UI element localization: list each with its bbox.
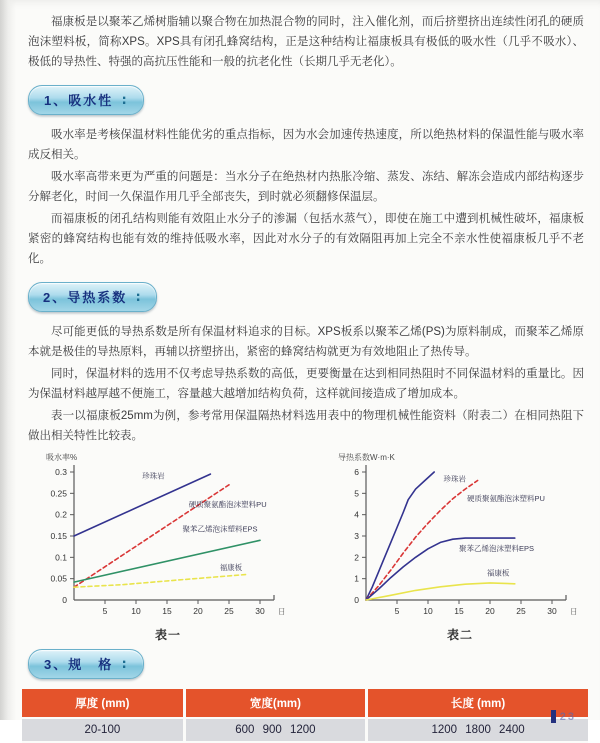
svg-text:硬质聚氨酯泡沫塑料PU: 硬质聚氨酯泡沫塑料PU <box>467 493 545 503</box>
svg-text:0.25: 0.25 <box>50 488 67 499</box>
chart-caption-1: 表一 <box>154 628 181 642</box>
charts-row <box>30 450 584 643</box>
colon-decor-icon: ∶ <box>122 93 129 108</box>
svg-text:5: 5 <box>354 488 359 499</box>
spec-table-body <box>22 718 588 742</box>
paragraph: 同时，保温材料的选用不仅考虑导热系数的高低，更要衡量在达到相同热阻时不同保温材料的重量比。因为保温材料越厚越不便施工，容量越大越增加结构负荷，这样就间接造成了增加成本。 <box>28 368 584 400</box>
paragraph: 吸水率高带来更为严重的问题是：当水分子在绝热材内热胀冷缩、蒸发、冻结、解冻会造成内部结构逐步分解老化，时间一久保温作用几乎全部丧失，到时就必须翻修保温层。 <box>28 171 584 203</box>
spec-table <box>22 689 588 743</box>
colon-decor-icon: ∶ <box>122 657 129 672</box>
colon-decor-icon: ∶ <box>136 290 143 305</box>
svg-text:聚苯乙烯泡沫塑料EPS: 聚苯乙烯泡沫塑料EPS <box>459 543 535 553</box>
svg-text:30: 30 <box>255 606 265 616</box>
table-row <box>22 718 588 742</box>
spec-length-value: 1200 1800 2400 <box>367 718 588 742</box>
section-2-header-pill <box>28 282 157 312</box>
thermal-conductivity-chart <box>322 450 598 643</box>
svg-text:日: 日 <box>570 607 578 616</box>
spec-header-row <box>22 689 588 718</box>
svg-text:0.2: 0.2 <box>55 509 67 520</box>
svg-text:20: 20 <box>193 606 203 616</box>
spec-col-length: 长度 (mm) <box>367 689 588 718</box>
svg-text:20: 20 <box>485 606 495 616</box>
svg-text:6: 6 <box>354 467 359 477</box>
paragraph: 尽可能更低的导热系数是所有保温材料追求的目标。XPS板系以聚苯乙烯(PS)为原料制成，而聚苯乙烯原本就是极佳的导热原料，再辅以挤塑挤出，紧密的蜂窝结构就更为有效地阻止了热传导。 <box>28 326 584 358</box>
svg-text:10: 10 <box>131 606 141 616</box>
svg-text:珍珠岩: 珍珠岩 <box>142 471 165 481</box>
svg-text:吸水率%: 吸水率% <box>46 453 78 462</box>
thermal-conductivity-plot <box>322 450 598 626</box>
svg-text:30: 30 <box>547 606 557 616</box>
svg-text:3: 3 <box>354 531 359 541</box>
svg-text:0.15: 0.15 <box>50 531 67 541</box>
svg-text:10: 10 <box>423 606 433 616</box>
section-3-title: 3、规 格 <box>43 657 114 672</box>
water-absorption-plot <box>30 450 306 626</box>
intro-paragraph: 福康板是以聚苯乙烯树脂辅以聚合物在加热混合物的同时，注入催化剂，而后挤塑挤出连续性闭孔的硬质泡沫塑料板，简称XPS。XPS具有闭孔蜂窝结构，正是这种结构让福康板具有极低的吸水性（几乎不吸水）、极低的导热性、特强的高抗压性能和一般的抗老化性（长期几乎无老化）。 <box>28 16 584 68</box>
svg-text:4: 4 <box>354 509 359 520</box>
chart-caption-2: 表二 <box>446 628 473 642</box>
section-3-header-pill <box>28 649 144 679</box>
section-3-header-row <box>28 649 584 679</box>
svg-text:珍珠岩: 珍珠岩 <box>443 474 466 484</box>
page-number: 23 <box>559 711 576 723</box>
spec-table-head <box>22 689 588 718</box>
spec-col-thickness: 厚度 (mm) <box>22 689 184 718</box>
svg-text:聚苯乙烯泡沫塑料EPS: 聚苯乙烯泡沫塑料EPS <box>182 524 258 534</box>
section-1-header-pill <box>28 85 144 115</box>
svg-text:5: 5 <box>394 606 400 616</box>
svg-text:0.05: 0.05 <box>50 573 67 584</box>
water-absorption-chart <box>30 450 306 643</box>
spec-col-width: 宽度(mm) <box>184 689 366 718</box>
section-1-header-row <box>28 85 584 115</box>
svg-text:15: 15 <box>162 606 172 616</box>
paragraph: 而福康板的闭孔结构则能有效阻止水分子的渗漏（包括水蒸气），即使在施工中遭到机械性破坏，福康板紧密的蜂窝结构也能有效的维持低吸水率，因此对水分子的有效隔阻再加上完全不亲水性使福康板几乎不老化。 <box>28 213 584 265</box>
svg-text:硬质聚氨酯泡沫塑料PU: 硬质聚氨酯泡沫塑料PU <box>188 499 267 509</box>
svg-text:5: 5 <box>102 606 108 616</box>
svg-text:0.3: 0.3 <box>55 467 67 477</box>
paragraph: 吸水率是考核保温材料性能优劣的重点指标，因为水会加速传热速度，所以绝热材料的保温性能与吸水率成反相关。 <box>28 129 584 161</box>
svg-text:0: 0 <box>354 595 359 605</box>
spec-width-value: 600 900 1200 <box>184 718 366 742</box>
svg-text:1: 1 <box>354 573 359 584</box>
svg-text:福康板: 福康板 <box>219 563 243 573</box>
svg-text:福康板: 福康板 <box>486 568 510 578</box>
section-1-title: 1、吸水性 <box>43 93 114 108</box>
svg-text:0: 0 <box>62 595 67 605</box>
svg-text:25: 25 <box>516 606 526 616</box>
page-number-marker <box>551 710 576 723</box>
svg-text:25: 25 <box>224 606 234 616</box>
paragraph: 表一以福康板25mm为例，参考常用保温隔热材料选用表中的物理机械性能资料（附表二）在相同热阻下做出相关特性比较表。 <box>28 410 584 442</box>
spec-thickness-value: 20-100 <box>22 718 184 742</box>
section-2-title: 2、导热系数 <box>43 290 128 305</box>
section-2-header-row <box>28 282 584 312</box>
svg-text:日: 日 <box>278 607 286 616</box>
svg-text:导热系数W·m·K: 导热系数W·m·K <box>338 453 395 462</box>
svg-text:15: 15 <box>454 606 464 616</box>
svg-text:0.1: 0.1 <box>55 552 67 563</box>
svg-text:2: 2 <box>354 552 359 563</box>
page-marker-bar-icon <box>551 710 556 723</box>
